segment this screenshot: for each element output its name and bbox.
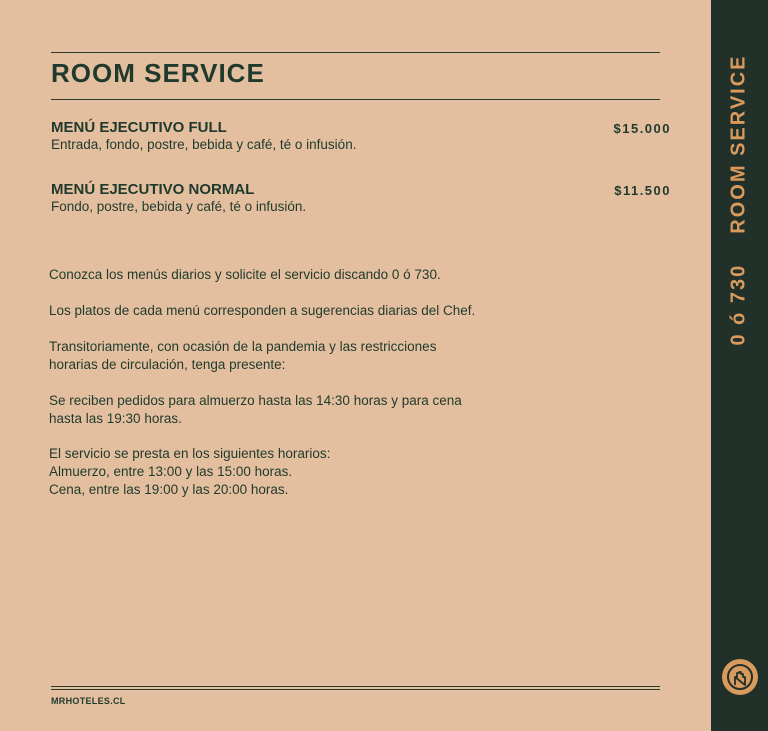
- footer-rule-bottom: [51, 689, 660, 690]
- menu-item-name: MENÚ EJECUTIVO FULL: [51, 119, 227, 136]
- sidebar-vertical-label: [728, 54, 751, 345]
- sidebar-phone-number: 0 ó 730: [727, 263, 750, 346]
- info-paragraph-hours: [49, 445, 529, 499]
- info-paragraph-order: [49, 266, 529, 284]
- info-line: Cena, entre las 19:00 y las 20:00 horas.: [49, 482, 289, 497]
- footer-rule-top: [51, 686, 660, 687]
- menu-item-description: Fondo, postre, bebida y café, té o infusión.: [51, 199, 307, 214]
- menu-item-full: [51, 119, 671, 153]
- info-line: Se reciben pedidos para almuerzo hasta las 14:30 horas y para cena: [49, 393, 462, 408]
- info-line: Almuerzo, entre 13:00 y las 15:00 horas.: [49, 464, 293, 479]
- info-line: horarias de circulación, tenga presente:: [49, 357, 286, 372]
- menu-item-price: $11.500: [614, 183, 671, 198]
- info-line: Conozca los menús diarios y solicite el servicio discando 0 ó 730.: [49, 267, 441, 282]
- room-service-hand-icon: [722, 659, 758, 695]
- sidebar-room-service-label: ROOM SERVICE: [727, 54, 750, 234]
- info-paragraph-pandemic: [49, 338, 529, 374]
- info-line: El servicio se presta en los siguientes horarios:: [49, 446, 331, 461]
- info-line: hasta las 19:30 horas.: [49, 411, 182, 426]
- menu-item-normal: [51, 181, 671, 215]
- info-paragraph-deadlines: [49, 392, 529, 428]
- sidebar: [711, 0, 768, 731]
- menu-item-name: MENÚ EJECUTIVO NORMAL: [51, 181, 255, 198]
- info-line: Transitoriamente, con ocasión de la pandemia y las restricciones: [49, 339, 437, 354]
- title-bottom-rule: [51, 99, 660, 100]
- info-paragraph-chef: [49, 302, 529, 320]
- footer-website: MRHOTELES.CL: [51, 696, 126, 706]
- info-line: Los platos de cada menú corresponden a sugerencias diarias del Chef.: [49, 303, 476, 318]
- title-top-rule: [51, 52, 660, 53]
- page-title: ROOM SERVICE: [51, 58, 265, 88]
- menu-item-price: $15.000: [613, 121, 671, 136]
- menu-item-description: Entrada, fondo, postre, bebida y café, té o infusión.: [51, 137, 357, 152]
